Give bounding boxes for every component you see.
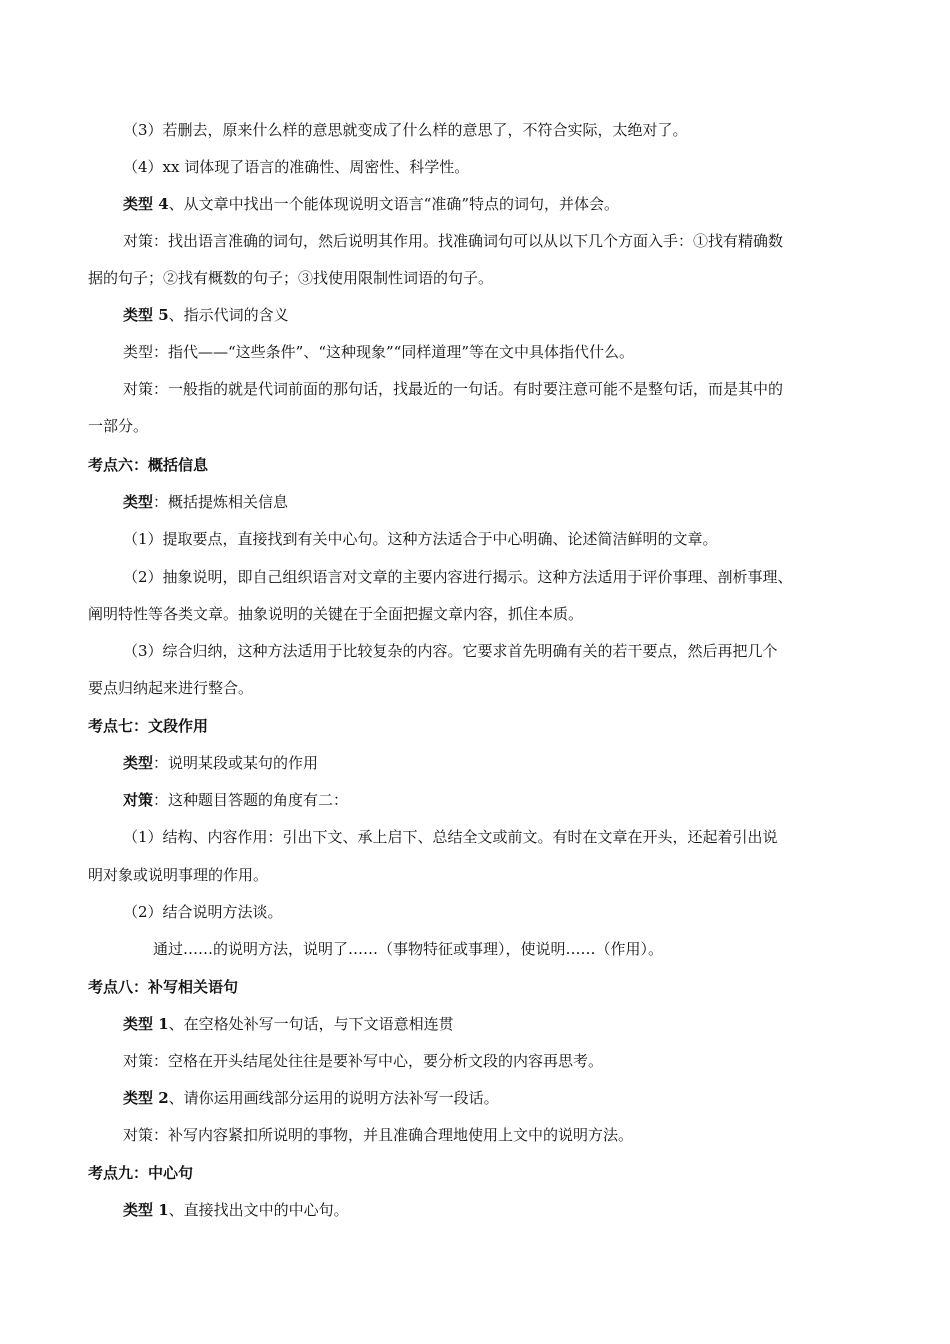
strategy-label: 对策 — [123, 791, 154, 809]
paragraph-line: （3）综合归纳，这种方法适用于比较复杂的内容。它要求首先明确有关的若干要点，然后再把几个 — [123, 642, 778, 660]
type-text: 、请你运用画线部分运用的说明方法补写一段话。 — [168, 1089, 499, 1107]
paragraph-line — [0, 789, 950, 811]
paragraph-line: 一部分。 — [88, 417, 149, 435]
strategy-text: ：这种题目答题的角度有二： — [153, 791, 349, 809]
paragraph-line: （1）提取要点，直接找到有关中心句。这种方法适合于中心明确、论述简洁鲜明的文章。 — [123, 530, 718, 548]
paragraph-line: （1）结构、内容作用：引出下文、承上启下、总结全文或前文。有时在文章在开头，还起着引出说 — [123, 828, 778, 846]
paragraph-line: 对策：空格在开头结尾处往往是要补写中心，要分析文段的内容再思考。 — [123, 1052, 604, 1070]
paragraph-line: 对策：找出语言准确的词句，然后说明其作用。找准确词句可以从以下几个方面入手：①找有精确数 — [123, 232, 784, 250]
paragraph-line: 明对象或说明事理的作用。 — [88, 866, 269, 884]
section-heading: 考点八：补写相关语句 — [88, 978, 239, 996]
type-label: 类型 5 — [123, 306, 169, 324]
paragraph-line: （4）xx 词体现了语言的准确性、周密性、科学性。 — [123, 158, 470, 176]
paragraph-line: （3）若删去，原来什么样的意思就变成了什么样的意思了，不符合实际，太绝对了。 — [123, 121, 688, 139]
paragraph-line: 类型：指代——“这些条件”、“这种现象”“同样道理”等在文中具体指代什么。 — [123, 343, 635, 361]
section-heading: 考点七：文段作用 — [88, 717, 209, 735]
section-heading: 考点九：中心句 — [88, 1164, 194, 1182]
paragraph-line: 对策：补写内容紧扣所说明的事物，并且准确合理地使用上文中的说明方法。 — [123, 1126, 634, 1144]
paragraph-line — [0, 491, 950, 513]
type-text: 、在空格处补写一句话，与下文语意相连贯 — [168, 1015, 454, 1033]
paragraph-line — [0, 752, 950, 774]
type-text: 、从文章中找出一个能体现说明文语言“准确”特点的词句，并体会。 — [168, 195, 620, 213]
paragraph-line — [0, 1013, 950, 1035]
type-text: ：说明某段或某句的作用 — [153, 754, 319, 772]
type-label: 类型 — [123, 493, 154, 511]
paragraph-line — [0, 193, 950, 215]
type-label: 类型 1 — [123, 1015, 169, 1033]
type-label: 类型 1 — [123, 1201, 169, 1219]
paragraph-line — [0, 304, 950, 326]
paragraph-line — [0, 1087, 950, 1109]
type-label: 类型 4 — [123, 195, 169, 213]
paragraph-line: 阐明特性等各类文章。抽象说明的关键在于全面把握文章内容，抓住本质。 — [88, 605, 584, 623]
type-text: ：概括提炼相关信息 — [153, 493, 289, 511]
paragraph-line: 对策：一般指的就是代词前面的那句话，找最近的一句话。有时要注意可能不是整句话，而是其中的 — [123, 380, 784, 398]
paragraph-line: 据的句子；②找有概数的句子；③找使用限制性词语的句子。 — [88, 269, 494, 287]
type-label: 类型 — [123, 754, 154, 772]
paragraph-line — [0, 1199, 950, 1221]
section-heading: 考点六：概括信息 — [88, 456, 209, 474]
type-text: 、指示代词的含义 — [168, 306, 289, 324]
type-label: 类型 2 — [123, 1089, 169, 1107]
paragraph-line: （2）结合说明方法谈。 — [123, 903, 283, 921]
type-text: 、直接找出文中的中心句。 — [168, 1201, 349, 1219]
paragraph-line: 要点归纳起来进行整合。 — [88, 679, 254, 697]
paragraph-line: （2）抽象说明，即自己组织语言对文章的主要内容进行揭示。这种方法适用于评价事理、剖析事理、 — [123, 568, 793, 586]
paragraph-line: 通过……的说明方法，说明了……（事物特征或事理），使说明……（作用）。 — [153, 940, 664, 958]
